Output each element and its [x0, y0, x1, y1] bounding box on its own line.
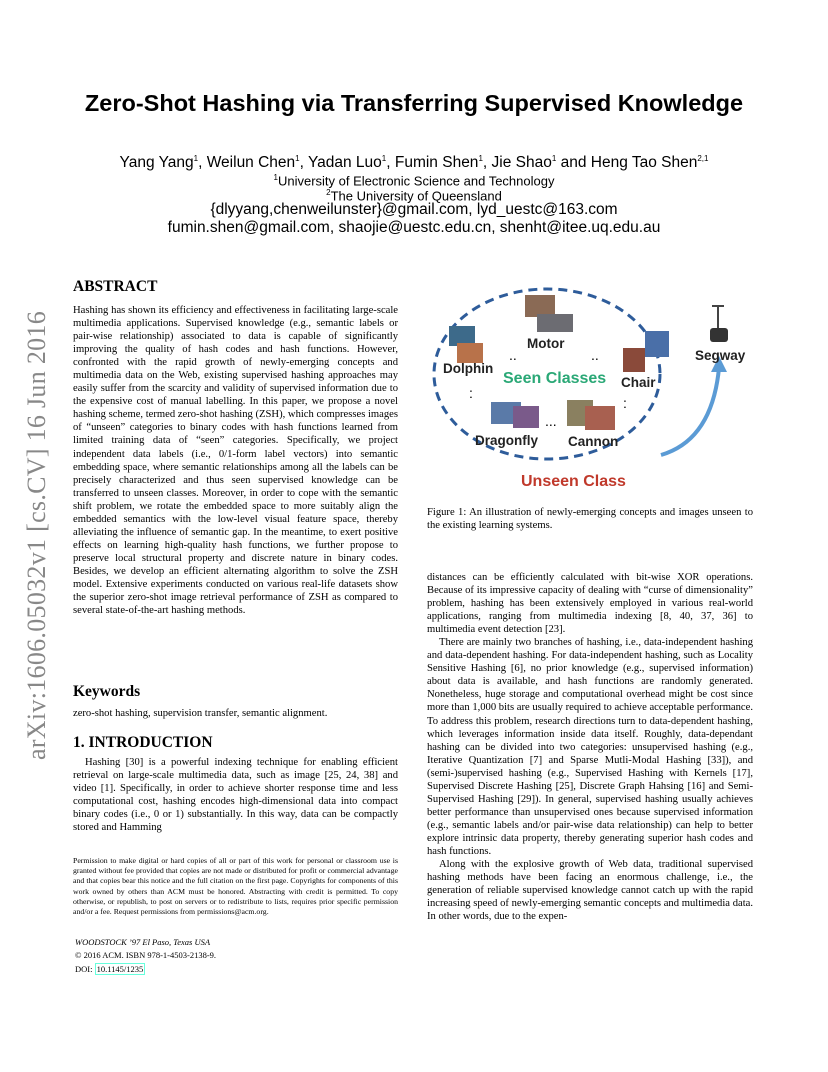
label-chair: Chair: [621, 375, 656, 390]
ellipsis-mark: :: [469, 385, 473, 401]
author-affil-mark: 1: [551, 154, 557, 163]
author-affil-mark: 1: [478, 154, 483, 163]
author-affil-mark: 1: [193, 154, 199, 163]
paper-title: Zero-Shot Hashing via Transferring Supervised Knowledge: [84, 90, 744, 116]
abstract-paragraph: Hashing has shown its efficiency and effectiveness in facilitating large-scale multimedia applications. Supervised knowledge (e.g., semantic labels or pair-wise relationship) associated to data is capable of significantly improving the quality of hash codes and hash functions. However, confronted with the rapid growth of newly-emerging concepts and multimedia data on the Web, existing supervised hashing approaches may easily suffer from the scarcity and validity of supervised information due to the expensive cost of manual labelling. In this paper, we propose a novel hashing scheme, termed zero-shot hashing (ZSH), which compresses images of “unseen” categories to binary codes with hash functions learned from limited training data of “seen” categories. Specifically, we project independent data labels (i.e., 0/1-form label vectors) into semantic embedding space, where semantic relationships among all the labels can be precisely characterized and thus seen supervised knowledge can be transferred to unseen classes. Moreover, in order to cope with the semantic shift problem, we rotate the embedded space to more suitably align the embedded semantics with the low-level visual feature space, thereby alleviating the influence of semantic gap. In the meantime, to exert positive effects on learning high-quality hash functions, we further propose to preserve local structural property and discrete nature in binary codes. Besides, we develop an efficient alternating algorithm to solve the ZSH model. Extensive experiments conducted on various real-life datasets show the superior zero-shot image retrieval performance of ZSH as compared to several state-of-the-art hashing methods.: [73, 305, 398, 617]
affil-mark: 2: [326, 188, 331, 197]
author-name: , Fumin Shen: [386, 154, 479, 172]
doi-line: [75, 964, 145, 974]
author-name: Yang Yang: [119, 154, 194, 172]
author-name: , Yadan Luo: [299, 154, 382, 172]
author-affil-mark: 1: [295, 154, 300, 163]
email-line-1: {dlyyang,chenweilunster}@gmail.com, lyd_uestc@163.com: [210, 201, 618, 218]
venue-line: WOODSTOCK ’97 El Paso, Texas USA: [75, 937, 211, 947]
author-list: [0, 154, 828, 172]
author-name: , Weilun Chen: [198, 154, 296, 172]
keywords-heading: Keywords: [73, 683, 141, 700]
body-paragraph: There are mainly two branches of hashing, i.e., data-independent hashing and data-dependent hashing. For data-independent hashing, such as Locality Sensitive Hashing [6], no prior knowledge (e.g., supervised information) about data is available, and hash functions are randomly generated. Nonetheless, huge storage and computational overhead might be cost since more than 1,000 bits are usually required to achieve acceptable performance. To address this problem, research directions turn to data-dependent hashing, which leverages information inside data itself. Roughly, data-dependant hashing can be divided into two categories: unsupervised hashing (e.g., Iterative Quantization [7] and Sparse Mutli-Modal Hashing [33]), and (semi-)supervised hashing (e.g., Supervised Hashing with Kernels [17], Supervised Discrete Hashing [25], Discrete Graph Hahsing [16] and Semi-Supervised Hashing [29]). In general, supervised hashing usually achieves better performance than unsupervised ones because supervised information (e.g., semantic labels and/or pair-wise data relationship) can help to better explore intrinsic data property, thereby generating superior hash codes and hash functions.: [427, 637, 753, 857]
label-dragonfly: Dragonfly: [475, 433, 539, 448]
ellipsis-mark: ..: [591, 347, 599, 363]
copyright-line: © 2016 ACM. ISBN 978-1-4503-2138-9.: [75, 950, 217, 960]
affiliation-text: University of Electronic Science and Technology: [277, 173, 555, 189]
affiliation-1: [0, 173, 828, 188]
ellipsis-mark: ..: [509, 347, 517, 363]
abstract-heading: ABSTRACT: [73, 278, 158, 295]
author-name: and Heng Tao Shen: [556, 154, 698, 172]
chair-image: [645, 331, 669, 357]
figure-diagram: [427, 280, 755, 502]
motor-image: [525, 295, 555, 317]
label-seen-classes: Seen Classes: [503, 370, 607, 387]
label-cannon: Cannon: [568, 434, 619, 449]
transfer-arrow: [661, 368, 719, 455]
intro-paragraph: Hashing [30] is a powerful indexing technique for enabling efficient retrieval on large-scale multimedia data, such as image [25, 24, 38] and video [1]. Specifically, in order to achieve shorter response time and less computational cost, hashing encodes high-dimensional data into compact binary codes (i.e., 0 or 1) substantially. In this way, data can be compactly stored and Hamming: [73, 757, 398, 834]
arxiv-stamp: arXiv:1606.05032v1 [cs.CV] 16 Jun 2016: [22, 310, 51, 760]
affil-mark: 1: [273, 173, 278, 182]
figure-caption: Figure 1: An illustration of newly-emerging concepts and images unseen to the existing learning systems.: [427, 507, 753, 531]
ellipsis-mark: ...: [545, 413, 557, 429]
author-name: , Jie Shao: [482, 154, 552, 172]
body-paragraph: Along with the explosive growth of Web data, traditional supervised hashing methods have been facing an enormous challenge, i.e., the generation of reliable supervised knowledge cannot catch up with the rapid increasing speed of newly-emerging semantic concepts and multimedia data. In other words, due to the expen-: [427, 859, 753, 923]
ellipsis-mark: :: [623, 395, 627, 411]
author-affil-mark: 1: [381, 154, 387, 163]
intro-heading: 1. INTRODUCTION: [73, 734, 213, 751]
chair-image: [623, 348, 645, 372]
doi-label: DOI:: [75, 964, 93, 974]
dolphin-image: [457, 343, 483, 363]
figure-1: [427, 280, 755, 502]
label-dolphin: Dolphin: [443, 361, 494, 376]
label-motor: Motor: [527, 336, 565, 351]
right-column-text: [427, 571, 753, 923]
doi-link[interactable]: 10.1145/1235: [96, 964, 144, 974]
dragonfly-image: [513, 406, 539, 428]
label-segway: Segway: [695, 348, 746, 363]
label-unseen-class: Unseen Class: [521, 473, 626, 490]
body-paragraph: distances can be efficiently calculated with bit-wise XOR operations. Because of its impressive capacity of dealing with “curse of dimensionality” problem, hashing has been extensively employed in various real-world applications, ranging from multimedia indexing [8, 40, 37, 36] to multimedia event detection [23].: [427, 572, 753, 636]
email-line-2: fumin.shen@gmail.com, shaojie@uestc.edu.cn, shenht@itee.uq.edu.au: [167, 219, 661, 236]
affiliation-text: The University of Queensland: [330, 188, 502, 204]
author-affil-mark: 2,1: [697, 154, 709, 163]
cannon-image: [585, 406, 615, 430]
abstract-text: [73, 304, 398, 617]
keywords-text: zero-shot hashing, supervision transfer, semantic alignment.: [73, 708, 328, 719]
motor-image: [537, 314, 573, 332]
intro-text: [73, 756, 398, 834]
segway-image: [710, 328, 728, 342]
permission-notice: Permission to make digital or hard copies of all or part of this work for personal or classroom use is granted without fee provided that copies are not made or distributed for profit or commercial advantage and that copies bear this notice and the full citation on the first page. Copyrights for components of this work owned by others than ACM must be honored. Abstracting with credit is permitted. To copy otherwise, or republish, to post on servers or to redistribute to lists, requires prior specific permission and/or a fee. Request permissions from permissions@acm.org.: [73, 856, 398, 917]
